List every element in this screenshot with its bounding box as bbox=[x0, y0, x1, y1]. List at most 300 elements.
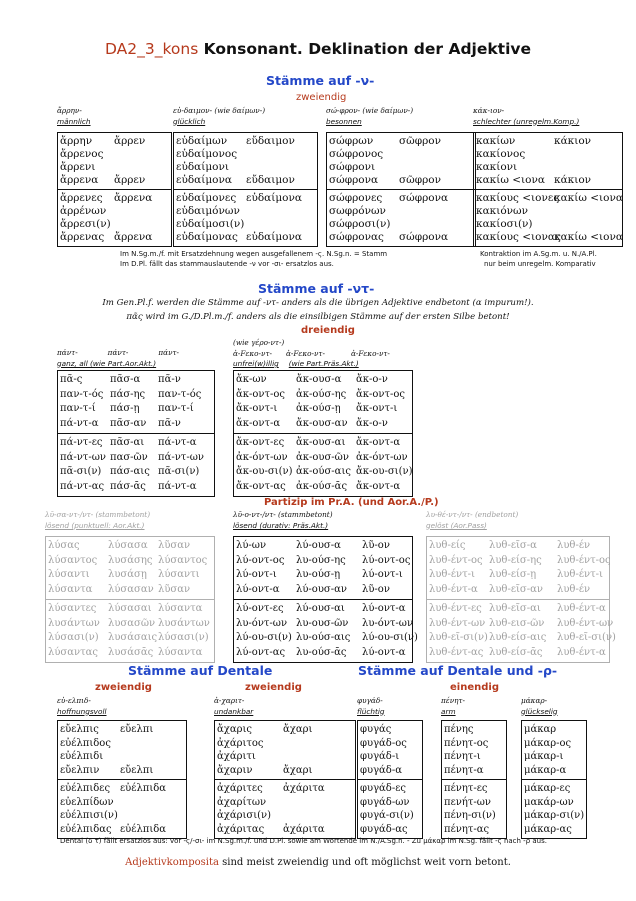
table-cell: λύσαντι bbox=[48, 569, 90, 580]
table-cell: κακίους <ιονας bbox=[476, 231, 561, 243]
table-cell: παν-τ-ός bbox=[60, 388, 104, 400]
table-cell: λυθ-έντ-ος bbox=[557, 554, 611, 566]
table-cell: ἀκ-όντ-ων bbox=[356, 451, 408, 463]
table-cell: λύσαντα bbox=[158, 603, 203, 614]
table-cell: σώφρων bbox=[329, 135, 374, 147]
table-row bbox=[174, 205, 317, 218]
table-row bbox=[234, 480, 412, 495]
table-cell: ἄκ-ου-σι(ν) bbox=[236, 466, 293, 477]
plural-block bbox=[327, 190, 475, 246]
table-row bbox=[46, 539, 214, 554]
table-row bbox=[58, 231, 171, 244]
table-row bbox=[46, 646, 214, 661]
singular-block bbox=[474, 133, 622, 190]
table-cell: ἀχάριτα bbox=[283, 783, 325, 794]
table-row bbox=[474, 174, 622, 187]
table-cell: εὐέλπιδι bbox=[60, 751, 104, 762]
table-row bbox=[442, 796, 506, 810]
table-row bbox=[442, 737, 506, 751]
table-row bbox=[58, 218, 171, 231]
table-cell: φυγάδ-ι bbox=[360, 751, 400, 762]
table-row bbox=[58, 451, 214, 466]
declension-table bbox=[45, 536, 215, 663]
footnote-dental: Dental (δ τ) fällt ersatzlos aus: vor -ς/-σι- im N.Sg.m./f. und D.Pl. sowie am Wortende im N./A.Sg.n. - Zu μάκαρ im N.Sg. fällt -ς nach -ρ aus. bbox=[60, 837, 547, 845]
table-row bbox=[58, 417, 214, 432]
table-cell: λυ-ούσ-αις bbox=[296, 632, 351, 643]
table-row bbox=[358, 809, 422, 823]
table-row bbox=[327, 231, 475, 244]
table-cell: ἀκ-ούσ-ᾱς bbox=[296, 480, 348, 492]
table-cell: πάσ-ᾱς bbox=[110, 480, 146, 492]
table-cell: εὐέλπιδας bbox=[60, 823, 112, 835]
table-cell: εὐδαίμονα bbox=[176, 174, 232, 186]
section-heading-nt: Stämme auf -ντ- bbox=[258, 281, 375, 296]
page-title bbox=[0, 40, 636, 58]
header-meaning: flüchtig bbox=[357, 706, 385, 716]
table-header bbox=[473, 106, 579, 127]
table-row bbox=[327, 174, 475, 187]
table-cell: λῦσαν bbox=[158, 583, 191, 595]
table-row bbox=[46, 631, 214, 646]
table-cell: λυθ-έν bbox=[557, 583, 591, 595]
table-cell: φυγάς bbox=[360, 724, 392, 735]
table-cell: φυγάδ-α bbox=[360, 764, 402, 776]
table-cell: ἄρρεσι(ν) bbox=[60, 218, 111, 230]
table-cell: λύ-ου-σι(ν) bbox=[236, 632, 292, 643]
table-cell: λυσάσᾱς bbox=[108, 646, 154, 658]
table-row bbox=[215, 823, 355, 837]
table-header bbox=[57, 106, 91, 127]
table-cell: πασ-ῶν bbox=[110, 451, 148, 463]
declension-table bbox=[473, 132, 623, 247]
table-cell: λύσασι(ν) bbox=[158, 632, 209, 643]
table-row bbox=[58, 402, 214, 417]
singular-block bbox=[522, 721, 586, 780]
table-row bbox=[234, 583, 412, 598]
table-cell: πάσ-ῃ bbox=[110, 403, 140, 414]
table-row bbox=[58, 465, 214, 480]
table-cell: λυ-ουσ-ῶν bbox=[296, 617, 349, 629]
header-meaning: gelöst (Aor.Pass) bbox=[426, 520, 487, 530]
header-lemma: λυ-θέ-ντ-/ντ- (endbetont) bbox=[426, 510, 519, 519]
footnote-nu-2: Im D.Pl. fällt das stammauslautende -ν vor -σι- ersatzlos aus. bbox=[120, 260, 334, 268]
table-cell: λυθ-είς bbox=[429, 540, 466, 551]
table-cell: λυσάντων bbox=[48, 617, 100, 629]
table-cell: λυθ-έντ-ι bbox=[557, 569, 603, 580]
table-row bbox=[215, 782, 355, 796]
table-cell: λύ-οντ-ας bbox=[236, 646, 286, 658]
table-cell: λυθ-εῖ-σι(ν) bbox=[557, 632, 616, 643]
header-lemma: λῡ-σα-ντ-/ντ- (stammbetont) bbox=[45, 510, 151, 519]
table-row bbox=[522, 809, 586, 823]
table-row bbox=[427, 631, 616, 646]
table-header bbox=[521, 696, 558, 717]
singular-block bbox=[215, 721, 355, 780]
table-cell: λυθ-εῖσ-αν bbox=[489, 583, 543, 595]
table-cell: ἀκ-όντ-ων bbox=[236, 451, 288, 463]
table-cell: λυ-ούσ-ᾱς bbox=[296, 646, 347, 658]
table-cell: πένητ-ες bbox=[444, 783, 488, 794]
table-cell: ἄρρενα bbox=[114, 231, 153, 243]
table-cell: πένητ-ας bbox=[444, 823, 490, 835]
table-cell: ἄκ-οντ-ι bbox=[356, 403, 398, 414]
table-row bbox=[522, 750, 586, 764]
table-cell: πᾶ-ς bbox=[60, 374, 83, 385]
table-row bbox=[427, 602, 609, 617]
table-row bbox=[234, 388, 412, 403]
table-cell: ἄχαρι bbox=[283, 724, 313, 735]
table-cell: ἄκ-οντ-ος bbox=[236, 388, 286, 400]
table-cell: ἀχάριτος bbox=[217, 737, 264, 749]
table-cell: πά-ντ-α bbox=[158, 437, 197, 448]
table-row bbox=[427, 554, 609, 569]
table-cell: πᾶσ-αν bbox=[110, 417, 147, 429]
table-row bbox=[58, 148, 171, 161]
table-row bbox=[58, 174, 171, 187]
table-cell: μάκαρ-ι bbox=[524, 751, 564, 762]
table-cell: λῦ-ον bbox=[362, 540, 390, 551]
table-row bbox=[58, 161, 171, 174]
table-cell: πά-ντ-ων bbox=[60, 451, 106, 463]
table-cell: ἄκ-ου-σι(ν) bbox=[356, 466, 413, 477]
table-row bbox=[442, 823, 506, 837]
table-cell: σῶφρον bbox=[399, 135, 441, 147]
table-cell: λυσάσαις bbox=[108, 632, 158, 643]
table-cell: πᾶ-ν bbox=[158, 417, 181, 429]
plural-block bbox=[522, 780, 586, 838]
table-cell: μάκαρ-ες bbox=[524, 783, 571, 794]
section-heading-dental: Stämme auf Dentale bbox=[128, 663, 273, 678]
table-cell: λυθ-είσ-ῃ bbox=[489, 569, 537, 580]
header-lemma: σώ-φρον- (wie δαίμων-) bbox=[326, 106, 414, 115]
table-row bbox=[234, 436, 412, 451]
table-cell: εὔελπι bbox=[120, 724, 154, 735]
table-cell: λύ-ων bbox=[236, 540, 267, 551]
table-row bbox=[522, 723, 586, 737]
table-cell: λύ-οντ-ι bbox=[362, 569, 403, 580]
table-cell: κακίονι bbox=[476, 161, 518, 173]
table-row bbox=[46, 583, 214, 598]
table-row bbox=[522, 782, 586, 796]
singular-block bbox=[58, 721, 186, 780]
section-sub-dreiendig: dreiendig bbox=[301, 325, 355, 336]
table-row bbox=[215, 809, 355, 823]
table-cell: εὐδαίμονας bbox=[176, 231, 238, 243]
singular-block bbox=[234, 537, 412, 600]
table-cell: λυθ-έν bbox=[557, 540, 591, 551]
plural-block bbox=[474, 190, 622, 246]
table-row bbox=[58, 796, 186, 810]
table-row bbox=[358, 796, 422, 810]
table-cell: πᾶ-σι(ν) bbox=[158, 466, 200, 477]
table-cell: πά-ντ-α bbox=[60, 417, 99, 429]
table-cell: σώφρονας bbox=[329, 231, 384, 243]
table-cell: ἄρρεν bbox=[114, 135, 146, 147]
table-row bbox=[442, 809, 506, 823]
table-cell: κακιόνων bbox=[476, 205, 528, 217]
table-cell: κακίων bbox=[476, 135, 516, 147]
table-cell: λύ-ουσ-αν bbox=[296, 583, 347, 595]
table-row bbox=[327, 135, 475, 148]
plural-block bbox=[234, 600, 418, 662]
singular-block bbox=[442, 721, 506, 780]
table-cell: λυθ-εῖσ-αι bbox=[489, 603, 541, 614]
singular-block bbox=[58, 371, 214, 434]
table-row bbox=[234, 465, 412, 480]
table-cell: πά-ντ-ων bbox=[158, 451, 204, 463]
declension-table bbox=[441, 720, 507, 839]
table-row bbox=[215, 764, 355, 778]
table-header bbox=[233, 510, 333, 531]
table-row bbox=[174, 192, 317, 205]
table-row bbox=[58, 823, 186, 837]
table-cell: λύ-ουσ-αι bbox=[296, 603, 345, 614]
singular-block bbox=[58, 133, 171, 190]
table-cell: πενήτ-ων bbox=[444, 796, 491, 808]
table-row bbox=[522, 764, 586, 778]
table-row bbox=[427, 646, 609, 661]
table-row bbox=[474, 148, 622, 161]
table-cell: ἄκ-οντ-ος bbox=[356, 388, 406, 400]
table-cell: λύσαντος bbox=[48, 554, 98, 566]
table-row bbox=[46, 602, 214, 617]
header-meaning: hoffnungsvoll bbox=[57, 706, 107, 716]
table-cell: ἄκ-οντ-α bbox=[356, 437, 401, 448]
header-meaning: glückselig bbox=[521, 706, 558, 716]
table-cell: ἄκ-ουσ-αν bbox=[296, 417, 348, 429]
table-row bbox=[327, 205, 475, 218]
header-lemma: φυγάδ- bbox=[357, 696, 383, 705]
table-row bbox=[174, 148, 317, 161]
table-cell: παν-τ-ός bbox=[158, 388, 202, 400]
table-row bbox=[174, 161, 317, 174]
plural-block bbox=[58, 780, 186, 838]
table-cell: ἀχαρίτων bbox=[217, 796, 267, 808]
table-cell: ἄκ-οντ-ας bbox=[236, 480, 286, 492]
table-cell: κακίω <ιονα bbox=[554, 192, 623, 204]
table-cell: ἄχαρι bbox=[283, 764, 313, 776]
table-row bbox=[427, 617, 614, 632]
table-cell: λύ-ουσ-α bbox=[296, 540, 341, 551]
table-row bbox=[358, 764, 422, 778]
table-cell: φυγάδ-ες bbox=[360, 783, 406, 794]
table-cell: λύσαντι bbox=[158, 569, 200, 580]
table-row bbox=[427, 583, 609, 598]
table-row bbox=[327, 148, 475, 161]
table-cell: ἄρρενι bbox=[60, 161, 96, 173]
table-row bbox=[427, 539, 609, 554]
table-row bbox=[58, 388, 214, 403]
table-row bbox=[58, 723, 186, 737]
table-cell: πένητ-ος bbox=[444, 737, 489, 749]
table-row bbox=[58, 205, 171, 218]
table-cell: εὔδαιμον bbox=[246, 174, 295, 186]
table-row bbox=[58, 436, 214, 451]
table-cell: εὐδαίμονος bbox=[176, 148, 238, 160]
table-row bbox=[215, 723, 355, 737]
table-cell: ἄρρενα bbox=[114, 192, 153, 204]
plural-block bbox=[442, 780, 506, 838]
table-cell: λυ-ούσ-ῃ bbox=[296, 569, 341, 580]
plural-block bbox=[215, 780, 355, 838]
table-cell: ἄρρενες bbox=[60, 192, 103, 204]
table-cell: εὐδαίμονα bbox=[246, 192, 302, 204]
table-cell: ἄκ-ο-ν bbox=[356, 417, 388, 429]
table-cell: λύσαντα bbox=[158, 646, 203, 658]
table-row bbox=[442, 723, 506, 737]
table-cell: εὐέλπιδες bbox=[60, 783, 111, 794]
title-code: DA2_3_kons bbox=[104, 40, 199, 58]
table-cell: λῦσαν bbox=[158, 540, 191, 551]
table-row bbox=[215, 750, 355, 764]
table-cell: λυθ-έντ-ων bbox=[557, 617, 614, 629]
plural-block bbox=[358, 780, 422, 838]
declension-table bbox=[57, 132, 172, 247]
section-heading-participle: Partizip im Pr.A. (und Aor.A./P.) bbox=[264, 497, 439, 508]
table-cell: μάκαρ-ας bbox=[524, 823, 572, 835]
table-row bbox=[358, 723, 422, 737]
table-row bbox=[58, 192, 171, 205]
header-meaning: arm bbox=[441, 706, 456, 716]
table-row bbox=[174, 174, 317, 187]
declension-table bbox=[233, 370, 413, 497]
table-row bbox=[46, 617, 214, 632]
table-row bbox=[358, 737, 422, 751]
table-row bbox=[174, 135, 317, 148]
table-cell: λυθ-είσ-ᾱς bbox=[489, 646, 543, 658]
table-cell: πάσ-ης bbox=[110, 388, 146, 400]
table-cell: ἀκ-ούσ-ῃ bbox=[296, 403, 341, 414]
table-cell: ἄρρεν bbox=[114, 174, 146, 186]
table-cell: λυσάντων bbox=[158, 617, 210, 629]
plural-block bbox=[174, 190, 317, 246]
table-row bbox=[234, 554, 412, 569]
table-cell: λύσασαν bbox=[108, 583, 154, 595]
declension-table bbox=[233, 536, 418, 663]
table-cell: ἀχάριτι bbox=[217, 751, 256, 762]
header-lemma: κάκ-ιον- bbox=[473, 106, 505, 115]
table-cell: κάκιον bbox=[554, 135, 592, 147]
header-pant: πάντ- πάντ- πάντ- ganz, all (wie Part.Aor.Akt.) bbox=[57, 348, 180, 368]
table-cell: πά-ντ-α bbox=[158, 480, 197, 492]
table-row bbox=[234, 373, 412, 388]
declension-table bbox=[357, 720, 423, 839]
table-cell: κακίω <ιονα bbox=[554, 231, 623, 243]
table-cell: λυθ-έντ-ων bbox=[429, 617, 486, 629]
table-cell: ἄκ-οντ-ες bbox=[236, 437, 285, 448]
table-cell: ἄκ-ων bbox=[236, 374, 267, 385]
table-cell: ἀχάριτας bbox=[217, 823, 265, 835]
singular-block bbox=[234, 371, 412, 434]
section-sub-zweiendig-b: zweiendig bbox=[245, 682, 302, 693]
table-cell: λύσαντας bbox=[48, 646, 98, 658]
table-cell: παν-τ-ί bbox=[60, 403, 96, 414]
table-cell: ἄκ-οντ-α bbox=[356, 480, 401, 492]
table-row bbox=[234, 568, 412, 583]
table-row bbox=[327, 161, 475, 174]
table-cell: σώφροσι(ν) bbox=[329, 218, 391, 230]
table-cell: ἀχάριτες bbox=[217, 783, 263, 794]
table-cell: φυγάδ-ων bbox=[360, 796, 410, 808]
table-cell: ἀχάρισι(ν) bbox=[217, 810, 271, 821]
table-row bbox=[58, 750, 186, 764]
declension-table bbox=[426, 536, 616, 663]
table-cell: λυ-ούσ-ης bbox=[296, 554, 346, 566]
table-row bbox=[442, 750, 506, 764]
table-cell: εὔδαιμον bbox=[246, 135, 295, 147]
section-heading-dental-rho: Stämme auf Dentale und -ρ- bbox=[358, 663, 558, 678]
table-cell: ἄρρενα bbox=[60, 174, 99, 186]
table-cell: πᾶσ-αι bbox=[110, 437, 145, 448]
plural-block bbox=[58, 434, 214, 496]
bottom-note: Adjektivkomposita sind meist zweiendig und oft möglichst weit vorn betont. bbox=[125, 857, 511, 868]
table-cell: ἄκ-οντ-ι bbox=[236, 403, 278, 414]
note-nt-1: Im Gen.Pl.f. werden die Stämme auf -ντ- anders als die übrigen Adjektive endbetont (α impurum!). bbox=[102, 298, 534, 308]
table-cell: εὔελπιν bbox=[60, 764, 100, 776]
table-cell: λυθ-έντ-α bbox=[557, 603, 606, 614]
table-cell: σώφρονα bbox=[329, 174, 379, 186]
table-row bbox=[234, 402, 412, 417]
table-cell: εὐέλπιδα bbox=[120, 823, 167, 835]
table-header bbox=[426, 510, 518, 531]
singular-block bbox=[327, 133, 475, 190]
table-cell: σώφρονος bbox=[329, 148, 384, 160]
table-header bbox=[45, 510, 150, 531]
table-cell: λυθ-έντ-ι bbox=[429, 569, 475, 580]
table-cell: πᾶ-σι(ν) bbox=[60, 466, 102, 477]
table-cell: εὐδαιμόνων bbox=[176, 205, 240, 217]
table-cell: ἄκ-οντ-α bbox=[236, 417, 281, 429]
table-cell: λυθ-έντ-α bbox=[429, 583, 478, 595]
table-cell: πένης bbox=[444, 724, 474, 735]
table-cell: λύσασαι bbox=[108, 603, 152, 614]
table-cell: μάκαρ-ος bbox=[524, 737, 572, 749]
table-cell: μάκαρ-σι(ν) bbox=[524, 810, 585, 821]
table-cell: ἄκ-ουσ-αι bbox=[296, 437, 346, 448]
table-cell: πένητ-α bbox=[444, 764, 484, 776]
table-cell: πά-ντ-ας bbox=[60, 480, 105, 492]
table-header bbox=[57, 696, 107, 717]
singular-block bbox=[46, 537, 214, 600]
table-row bbox=[58, 373, 214, 388]
table-cell: σώφρονα bbox=[399, 231, 449, 243]
table-row bbox=[215, 796, 355, 810]
plural-block bbox=[234, 434, 412, 496]
table-cell: λύ-ου-σι(ν) bbox=[362, 632, 418, 643]
table-cell: εὐδαίμονες bbox=[176, 192, 237, 204]
table-row bbox=[234, 539, 412, 554]
table-cell: λῦ-ον bbox=[362, 583, 390, 595]
table-cell: λύ-οντ-α bbox=[362, 603, 406, 614]
table-header bbox=[357, 696, 385, 717]
table-row bbox=[174, 218, 317, 231]
table-header bbox=[173, 106, 265, 127]
table-cell: πᾶ-ν bbox=[158, 374, 181, 385]
table-cell: μάκαρ-α bbox=[524, 764, 567, 776]
singular-block bbox=[174, 133, 317, 190]
table-cell: εὐδαίμων bbox=[176, 135, 228, 147]
table-cell: ἀκ-ούσ-ης bbox=[296, 388, 347, 400]
table-cell: φυγάδ-ος bbox=[360, 737, 407, 749]
header-lemma: λῡ-ο-ντ-/ντ- (stammbetont) bbox=[233, 510, 333, 519]
table-cell: εὔελπις bbox=[60, 724, 99, 735]
section-sub-zweiendig: zweiendig bbox=[296, 92, 347, 103]
table-header bbox=[214, 696, 253, 717]
table-cell: παν-τ-ί bbox=[158, 403, 194, 414]
header-meaning: männlich bbox=[57, 116, 91, 126]
declension-table bbox=[173, 132, 318, 247]
header-lemma: ἀ-χαριτ- bbox=[214, 696, 245, 705]
